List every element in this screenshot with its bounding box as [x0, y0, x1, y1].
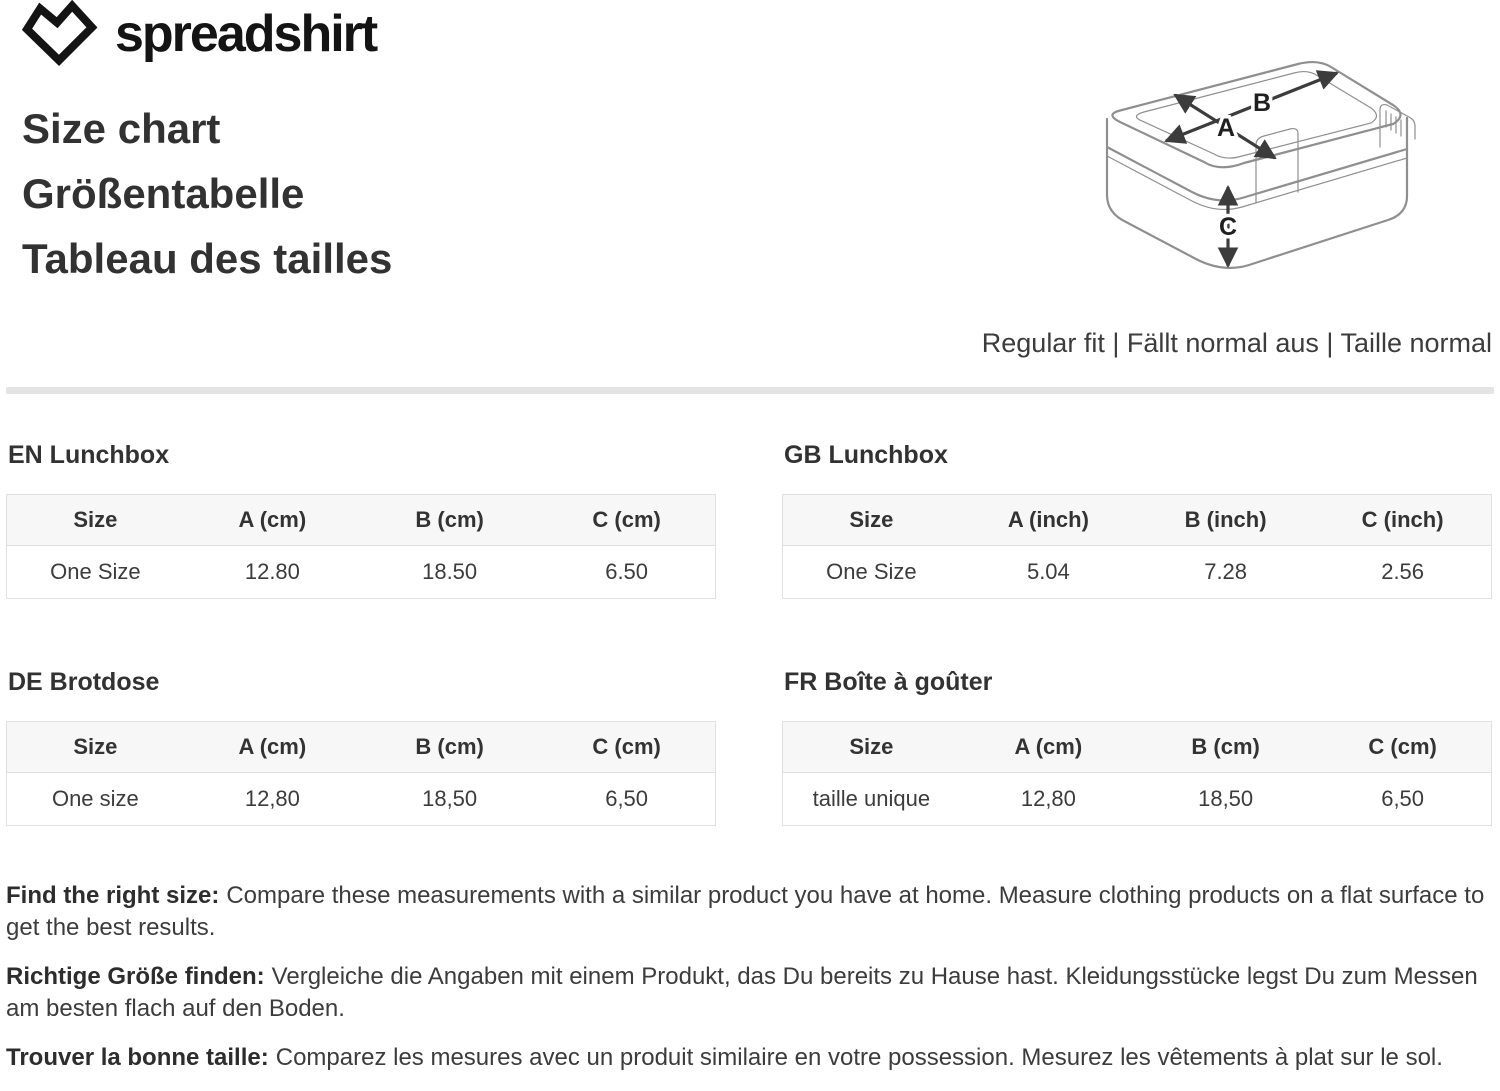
size-table-gb — [782, 494, 1492, 599]
page-titles — [22, 96, 392, 291]
value-cell: 18,50 — [1137, 773, 1314, 826]
tip-lead: Richtige Größe finden: — [6, 963, 265, 990]
value-cell: 18,50 — [361, 773, 538, 826]
column-header: C (cm) — [538, 495, 715, 546]
section-fr-boite-a-gouter — [782, 621, 1492, 826]
table-header-row — [783, 495, 1492, 546]
column-header: B (cm) — [1137, 722, 1314, 773]
tip-de — [6, 961, 1494, 1025]
size-cell: taille unique — [783, 773, 960, 826]
column-header: Size — [783, 495, 960, 546]
page-title-en: Size chart — [22, 105, 221, 152]
column-header: C (cm) — [538, 722, 715, 773]
lunchbox-body-outline — [1107, 149, 1407, 268]
section-de-brotdose — [6, 621, 716, 826]
table-header-row — [7, 495, 716, 546]
size-table-de — [6, 721, 716, 826]
value-cell: 2.56 — [1314, 546, 1491, 599]
tip-text: Vergleiche die Angaben mit einem Produkt, das Du bereits zu Hause hast. Kleidungsstücke legst Du zum Messen am besten flach auf den Boden. — [6, 963, 1478, 1022]
dimension-label-a: A — [1216, 114, 1236, 142]
spreadshirt-heart-icon — [20, 2, 98, 66]
page-title-de: Größentabelle — [22, 170, 305, 217]
column-header: A (cm) — [960, 722, 1137, 773]
dimension-label-c: C — [1218, 213, 1238, 241]
table-row — [783, 773, 1492, 826]
sizing-tips — [6, 880, 1494, 1091]
tip-fr — [6, 1042, 1494, 1074]
table-row — [783, 546, 1492, 599]
column-header: B (inch) — [1137, 495, 1314, 546]
brand-logo — [20, 2, 376, 66]
section-title: FR Boîte à goûter — [784, 668, 993, 696]
column-header: Size — [7, 722, 184, 773]
column-header: B (cm) — [361, 495, 538, 546]
tip-lead: Find the right size: — [6, 882, 220, 909]
fit-note: Regular fit | Fällt normal aus | Taille normal — [981, 328, 1492, 358]
table-row — [7, 546, 716, 599]
value-cell: 7.28 — [1137, 546, 1314, 599]
section-gb-lunchbox — [782, 394, 1492, 599]
value-cell: 12.80 — [184, 546, 361, 599]
value-cell: 18.50 — [361, 546, 538, 599]
section-title: DE Brotdose — [8, 668, 160, 696]
dimension-label-b: B — [1252, 89, 1272, 117]
column-header: C (cm) — [1314, 722, 1491, 773]
size-table-fr — [782, 721, 1492, 826]
column-header: Size — [7, 495, 184, 546]
size-cell: One Size — [783, 546, 960, 599]
page-title-fr: Tableau des tailles — [22, 235, 393, 282]
tip-lead: Trouver la bonne taille: — [6, 1044, 269, 1071]
section-title: GB Lunchbox — [784, 441, 948, 469]
tip-en — [6, 880, 1494, 944]
lunchbox-body-seam — [1107, 156, 1407, 209]
column-header: Size — [783, 722, 960, 773]
table-row — [7, 773, 716, 826]
section-en-lunchbox — [6, 394, 716, 599]
size-cell: One Size — [7, 546, 184, 599]
lunchbox-diagram — [1090, 55, 1420, 295]
value-cell: 12,80 — [184, 773, 361, 826]
value-cell: 6.50 — [538, 546, 715, 599]
value-cell: 5.04 — [960, 546, 1137, 599]
size-tables-grid — [6, 394, 1492, 826]
value-cell: 6,50 — [1314, 773, 1491, 826]
value-cell: 6,50 — [538, 773, 715, 826]
column-header: A (inch) — [960, 495, 1137, 546]
table-header-row — [7, 722, 716, 773]
section-title: EN Lunchbox — [8, 441, 170, 469]
column-header: A (cm) — [184, 722, 361, 773]
tip-text: Compare these measurements with a similar product you have at home. Measure clothing products on a flat surface to get the best results. — [6, 882, 1485, 941]
section-divider — [6, 387, 1494, 394]
column-header: A (cm) — [184, 495, 361, 546]
column-header: C (inch) — [1314, 495, 1491, 546]
lunchbox-lid-bottom-edge — [1107, 147, 1407, 200]
brand-name: spreadshirt — [115, 5, 377, 63]
size-table-en — [6, 494, 716, 599]
size-cell: One size — [7, 773, 184, 826]
table-header-row — [783, 722, 1492, 773]
value-cell: 12,80 — [960, 773, 1137, 826]
column-header: B (cm) — [361, 722, 538, 773]
tip-text: Comparez les mesures avec un produit similaire en votre possession. Mesurez les vêtements à plat sur le sol. — [275, 1044, 1443, 1071]
